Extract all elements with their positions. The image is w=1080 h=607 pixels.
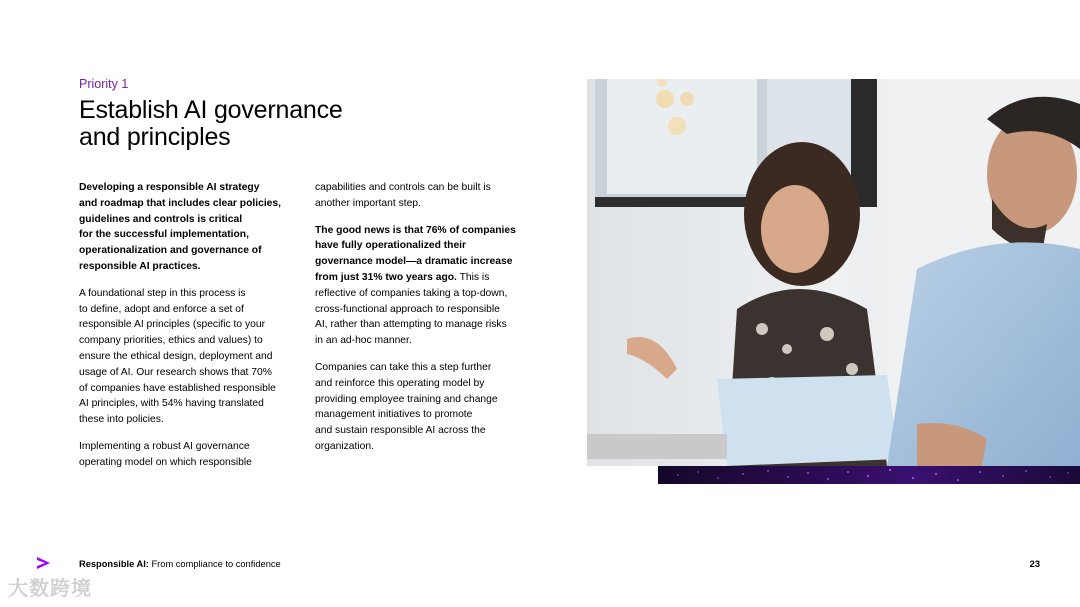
text-column-1	[79, 180, 297, 482]
body-paragraph: capabilities and controls can be built is another important step.	[315, 182, 491, 209]
title-line-2: and principles	[79, 123, 231, 151]
body-paragraph: Implementing a robust AI governance operating model on which responsible	[79, 440, 252, 468]
page-number: 23	[1029, 559, 1040, 569]
decorative-dot-band	[658, 466, 1080, 484]
dot-pattern	[658, 466, 1080, 484]
page-title	[79, 97, 379, 151]
text-column-2	[315, 180, 531, 466]
highlight-paragraph: The good news is that 76% of companies have fully operationalized their governance model—a dramatic increase from just 31% two years ago. This is reflective of companies taking a top-down, cross-functional approach to responsible AI, rather than attempting to manage risks in an ad-hoc manner.	[315, 224, 516, 347]
footer-document-title: Responsible AI: From compliance to confidence	[79, 559, 281, 569]
body-paragraph: A foundational step in this process is to define, adopt and enforce a set of responsible AI principles (specific to your company priorities, ethics and values) to ensure the ethical design, deployment and usage of AI. Our research shows that 70% of companies have established responsible AI principles, with 54% having translated these into policies.	[79, 287, 276, 426]
greater-than-chevron-icon	[36, 556, 52, 570]
body-paragraph: Companies can take this a step further and reinforce this operating model by providing employee training and change management initiatives to promote and sustain responsible AI across the organization.	[315, 361, 498, 452]
intro-paragraph: Developing a responsible AI strategy and roadmap that includes clear policies, guidelines and controls is critical for the successful implementation, operationalization and governance of responsible AI practices.	[79, 182, 281, 272]
office-meeting-photo	[587, 79, 1080, 466]
title-line-1: Establish AI governance	[79, 96, 343, 124]
priority-label: Priority 1	[79, 77, 129, 91]
watermark-text: 大数跨境	[8, 578, 92, 600]
photo-illustration	[587, 79, 1080, 466]
